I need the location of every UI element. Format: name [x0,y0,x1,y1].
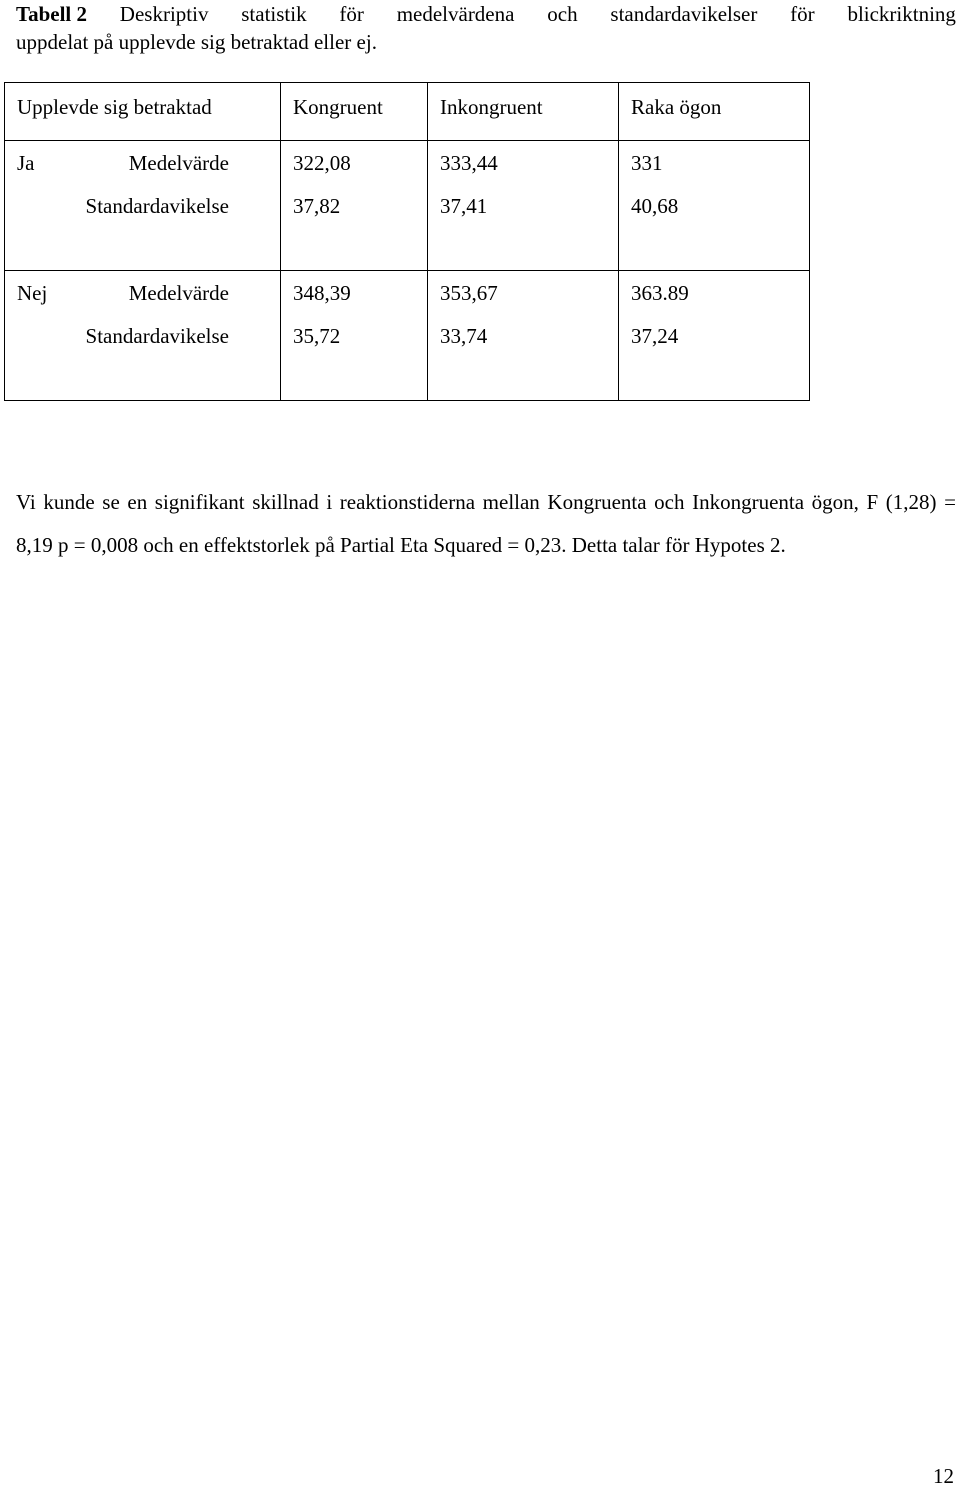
row-label-cell [5,141,281,271]
stat-name-sd: Standardavikelse [85,194,229,218]
value-mean: 331 [631,151,663,175]
header-upplevde: Upplevde sig betraktad [17,95,212,119]
table-cell [281,141,428,271]
value-mean: 322,08 [293,151,351,175]
header-inkongruent: Inkongruent [440,95,543,119]
cell-values [428,271,618,358]
value-mean: 363.89 [631,281,689,305]
descriptive-statistics-table [4,82,810,401]
cell-values [619,141,809,228]
caption-word: för [790,2,815,26]
value-sd: 33,74 [440,324,488,348]
row-label [5,141,280,228]
header-cell [281,83,428,141]
cell-values [281,141,427,228]
value-mean: 333,44 [440,151,498,175]
header-raka-ogon: Raka ögon [631,95,722,119]
table-cell [281,271,428,401]
stat-name-mean: Medelvärde [128,151,229,175]
value-mean: 353,67 [440,281,498,305]
row-label-cell [5,271,281,401]
cell-values [428,141,618,228]
cell-values [619,271,809,358]
value-sd: 37,41 [440,194,488,218]
table-caption-label: Tabell 2 [16,2,87,26]
group-name: Nej [17,281,48,305]
table-caption [16,0,956,56]
page-number: 12 [933,1464,954,1488]
stat-name-sd: Standardavikelse [85,324,229,348]
cell-values [281,271,427,358]
caption-word: statistik [241,2,307,26]
caption-word: för [339,2,364,26]
results-paragraph: Vi kunde se en signifikant skillnad i reaktionstiderna mellan Kongruenta och Inkongruenta ögon, F (1,28) = 8,19 p = 0,008 och en effektstorlek på Partial Eta Squared = 0,23. Detta talar för Hypotes 2. [16,490,956,557]
table-caption-line-2: uppdelat på upplevde sig betraktad eller ej. [16,30,377,54]
header-cell [619,83,810,141]
value-mean: 348,39 [293,281,351,305]
table-row-nej [5,271,810,401]
table-caption-line-1 [16,0,956,28]
header-cell [5,83,281,141]
value-sd: 37,24 [631,324,679,348]
caption-word: medelvärdena [396,2,515,26]
stat-names [61,142,229,228]
table-cell [428,271,619,401]
stat-name-mean: Medelvärde [128,281,229,305]
value-sd: 35,72 [293,324,341,348]
value-sd: 37,82 [293,194,341,218]
header-cell [428,83,619,141]
caption-word: och [547,2,578,26]
group-name: Ja [17,151,35,175]
table-cell [619,271,810,401]
row-label [5,271,280,358]
table-cell [428,141,619,271]
stat-names [61,272,229,358]
header-kongruent: Kongruent [293,95,383,119]
caption-word: standardavikelser [610,2,758,26]
table-cell [619,141,810,271]
caption-word: Deskriptiv [119,2,209,26]
table-header-row [5,83,810,141]
caption-word: blickriktning [847,2,956,26]
table-row-ja [5,141,810,271]
value-sd: 40,68 [631,194,679,218]
